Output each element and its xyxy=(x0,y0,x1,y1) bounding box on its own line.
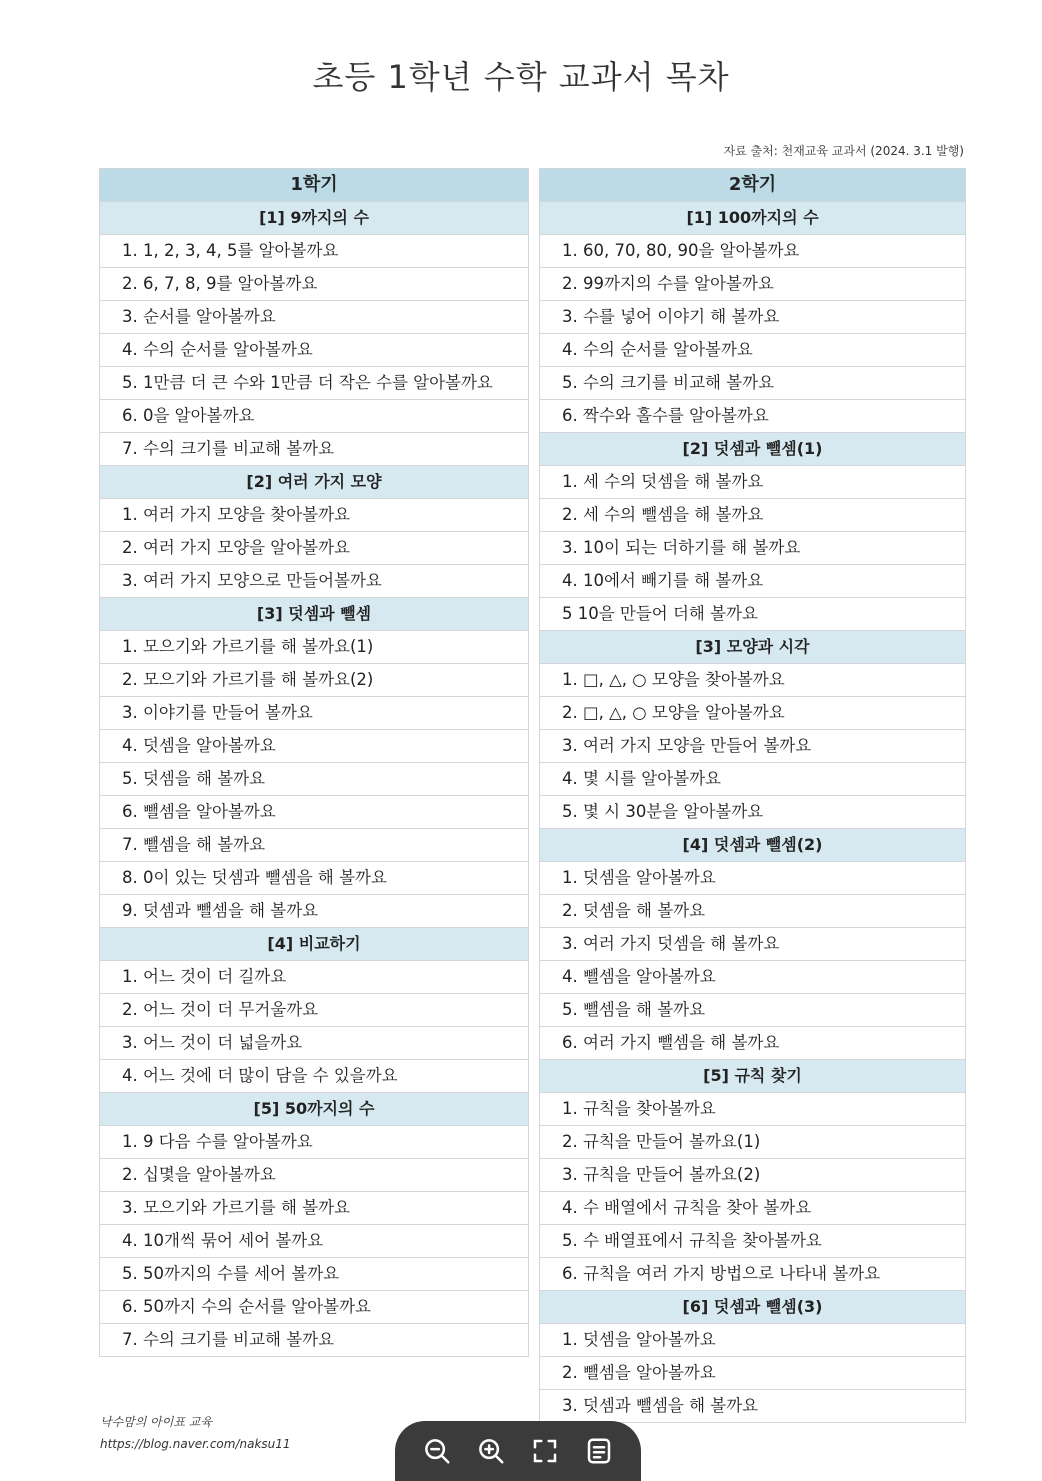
toc-row xyxy=(100,895,529,928)
toc-item: 6. 규칙을 여러 가지 방법으로 나타내 볼까요 xyxy=(540,1258,966,1291)
toc-row xyxy=(540,1390,966,1423)
toc-item: 1. 규칙을 찾아볼까요 xyxy=(540,1093,966,1126)
toc-row xyxy=(100,796,529,829)
toc-row xyxy=(540,763,966,796)
toc-item: 1. 여러 가지 모양을 찾아볼까요 xyxy=(100,499,529,532)
section-heading: [1] 100까지의 수 xyxy=(540,202,966,235)
toc-row xyxy=(540,1126,966,1159)
toc-item: 5. 50까지의 수를 세어 볼까요 xyxy=(100,1258,529,1291)
toc-item: 5. 수 배열표에서 규칙을 찾아볼까요 xyxy=(540,1225,966,1258)
toc-item: 3. 덧셈과 뺄셈을 해 볼까요 xyxy=(540,1390,966,1423)
toc-item: 2. 규칙을 만들어 볼까요(1) xyxy=(540,1126,966,1159)
toc-row xyxy=(540,1357,966,1390)
toc-item: 1. □, △, ○ 모양을 찾아볼까요 xyxy=(540,664,966,697)
toc-item: 2. 뺄셈을 알아볼까요 xyxy=(540,1357,966,1390)
toc-row xyxy=(540,400,966,433)
toc-row xyxy=(540,1159,966,1192)
toc-item: 1. 60, 70, 80, 90을 알아볼까요 xyxy=(540,235,966,268)
toc-item: 4. 수의 순서를 알아볼까요 xyxy=(100,334,529,367)
toc-row xyxy=(540,235,966,268)
toc-row xyxy=(100,532,529,565)
section-row xyxy=(100,202,529,235)
toc-row xyxy=(100,730,529,763)
toc-item: 1. 어느 것이 더 길까요 xyxy=(100,961,529,994)
section-row xyxy=(100,466,529,499)
semester-2-header: 2학기 xyxy=(540,169,966,202)
toc-row xyxy=(100,1060,529,1093)
section-row xyxy=(540,829,966,862)
toc-item: 4. 뺄셈을 알아볼까요 xyxy=(540,961,966,994)
toc-item: 4. 10에서 빼기를 해 볼까요 xyxy=(540,565,966,598)
page-title: 초등 1학년 수학 교과서 목차 xyxy=(312,58,730,96)
toc-row xyxy=(540,994,966,1027)
toc-row xyxy=(540,730,966,763)
toc-row xyxy=(540,664,966,697)
section-heading: [4] 비교하기 xyxy=(100,928,529,961)
toc-row xyxy=(100,1027,529,1060)
toc-item: 3. 모으기와 가르기를 해 볼까요 xyxy=(100,1192,529,1225)
toc-item: 6. 짝수와 홀수를 알아볼까요 xyxy=(540,400,966,433)
toc-row xyxy=(540,565,966,598)
toc-item: 3. 이야기를 만들어 볼까요 xyxy=(100,697,529,730)
toc-row xyxy=(100,334,529,367)
toc-item: 3. 수를 넣어 이야기 해 볼까요 xyxy=(540,301,966,334)
toc-row xyxy=(540,334,966,367)
toc-row xyxy=(100,367,529,400)
toc-row xyxy=(540,796,966,829)
toc-item: 1. 9 다음 수를 알아볼까요 xyxy=(100,1126,529,1159)
toc-item: 9. 덧셈과 뺄셈을 해 볼까요 xyxy=(100,895,529,928)
toc-row xyxy=(540,928,966,961)
section-heading: [2] 덧셈과 뺄셈(1) xyxy=(540,433,966,466)
toc-item: 1. 1, 2, 3, 4, 5를 알아볼까요 xyxy=(100,235,529,268)
toc-row xyxy=(540,499,966,532)
toc-item: 3. 10이 되는 더하기를 해 볼까요 xyxy=(540,532,966,565)
toc-item: 6. 50까지 수의 순서를 알아볼까요 xyxy=(100,1291,529,1324)
source-note: 자료 출처: 천재교육 교과서 (2024. 3.1 발행) xyxy=(723,144,964,158)
section-heading: [6] 덧셈과 뺄셈(3) xyxy=(540,1291,966,1324)
toc-item: 1. 세 수의 덧셈을 해 볼까요 xyxy=(540,466,966,499)
toc-row xyxy=(100,433,529,466)
toc-item: 1. 덧셈을 알아볼까요 xyxy=(540,1324,966,1357)
toc-row xyxy=(100,664,529,697)
toc-item: 7. 수의 크기를 비교해 볼까요 xyxy=(100,433,529,466)
section-row xyxy=(540,433,966,466)
toc-row xyxy=(100,235,529,268)
toc-item: 7. 뺄셈을 해 볼까요 xyxy=(100,829,529,862)
toc-item: 4. 수 배열에서 규칙을 찾아 볼까요 xyxy=(540,1192,966,1225)
toc-item: 1. 모으기와 가르기를 해 볼까요(1) xyxy=(100,631,529,664)
toc-row xyxy=(100,1159,529,1192)
toc-row xyxy=(100,1258,529,1291)
toc-row xyxy=(540,268,966,301)
toc-row xyxy=(540,1225,966,1258)
toc-row xyxy=(100,301,529,334)
toc-item: 6. 뺄셈을 알아볼까요 xyxy=(100,796,529,829)
section-row xyxy=(540,631,966,664)
toc-item: 3. 규칙을 만들어 볼까요(2) xyxy=(540,1159,966,1192)
toc-item: 4. 수의 순서를 알아볼까요 xyxy=(540,334,966,367)
section-heading: [4] 덧셈과 뺄셈(2) xyxy=(540,829,966,862)
toc-row xyxy=(100,1126,529,1159)
toc-item: 6. 0을 알아볼까요 xyxy=(100,400,529,433)
toc-item: 5 10을 만들어 더해 볼까요 xyxy=(540,598,966,631)
toc-item: 5. 1만큼 더 큰 수와 1만큼 더 작은 수를 알아볼까요 xyxy=(100,367,529,400)
section-row xyxy=(540,202,966,235)
toc-item: 4. 몇 시를 알아볼까요 xyxy=(540,763,966,796)
fullscreen-button[interactable] xyxy=(527,1433,563,1469)
section-row xyxy=(100,1093,529,1126)
zoom-out-icon xyxy=(422,1436,452,1466)
toc-item: 3. 여러 가지 모양을 만들어 볼까요 xyxy=(540,730,966,763)
toc-row xyxy=(540,466,966,499)
toc-item: 2. 6, 7, 8, 9를 알아볼까요 xyxy=(100,268,529,301)
toc-row xyxy=(100,1192,529,1225)
toc-item: 5. 뺄셈을 해 볼까요 xyxy=(540,994,966,1027)
semester-1-table xyxy=(99,168,529,1357)
section-row xyxy=(540,1291,966,1324)
notes-button[interactable] xyxy=(581,1433,617,1469)
toc-row xyxy=(540,1324,966,1357)
toc-item: 4. 어느 것에 더 많이 담을 수 있을까요 xyxy=(100,1060,529,1093)
toc-item: 3. 어느 것이 더 넓을까요 xyxy=(100,1027,529,1060)
section-heading: [1] 9까지의 수 xyxy=(100,202,529,235)
toc-row xyxy=(100,1324,529,1357)
toc-row xyxy=(100,763,529,796)
toc-row xyxy=(100,1291,529,1324)
toc-item: 2. 덧셈을 해 볼까요 xyxy=(540,895,966,928)
toc-row xyxy=(100,994,529,1027)
fullscreen-icon xyxy=(530,1436,560,1466)
toc-row xyxy=(100,400,529,433)
toc-row xyxy=(540,1192,966,1225)
section-heading: [3] 모양과 시각 xyxy=(540,631,966,664)
toc-item: 3. 순서를 알아볼까요 xyxy=(100,301,529,334)
footer-url[interactable]: https://blog.naver.com/naksu11 xyxy=(100,1437,291,1451)
section-heading: [5] 50까지의 수 xyxy=(100,1093,529,1126)
toc-item: 2. 99까지의 수를 알아볼까요 xyxy=(540,268,966,301)
toc-item: 2. 여러 가지 모양을 알아볼까요 xyxy=(100,532,529,565)
toc-row xyxy=(100,499,529,532)
section-row xyxy=(100,928,529,961)
toc-row xyxy=(540,532,966,565)
toc-row xyxy=(100,565,529,598)
notes-icon xyxy=(584,1436,614,1466)
toc-item: 2. □, △, ○ 모양을 알아볼까요 xyxy=(540,697,966,730)
toc-item: 4. 덧셈을 알아볼까요 xyxy=(100,730,529,763)
zoom-out-button[interactable] xyxy=(419,1433,455,1469)
section-heading: [5] 규칙 찾기 xyxy=(540,1060,966,1093)
toc-row xyxy=(100,961,529,994)
toc-row xyxy=(540,301,966,334)
toc-item: 5. 덧셈을 해 볼까요 xyxy=(100,763,529,796)
zoom-in-icon xyxy=(476,1436,506,1466)
toc-item: 2. 십몇을 알아볼까요 xyxy=(100,1159,529,1192)
toc-item: 2. 모으기와 가르기를 해 볼까요(2) xyxy=(100,664,529,697)
toc-row xyxy=(100,829,529,862)
toc-row xyxy=(540,697,966,730)
toc-item: 8. 0이 있는 덧셈과 뺄셈을 해 볼까요 xyxy=(100,862,529,895)
toc-row xyxy=(540,1093,966,1126)
zoom-in-button[interactable] xyxy=(473,1433,509,1469)
toc-row xyxy=(540,961,966,994)
toc-item: 2. 어느 것이 더 무거울까요 xyxy=(100,994,529,1027)
toc-row xyxy=(100,862,529,895)
toc-item: 4. 10개씩 묶어 세어 볼까요 xyxy=(100,1225,529,1258)
toc-row xyxy=(100,268,529,301)
toc-row xyxy=(540,367,966,400)
toc-item: 7. 수의 크기를 비교해 볼까요 xyxy=(100,1324,529,1357)
toc-row xyxy=(100,1225,529,1258)
toc-item: 1. 덧셈을 알아볼까요 xyxy=(540,862,966,895)
semester-2-table xyxy=(539,168,966,1423)
footer-author: 낙수맘의 아이표 교육 xyxy=(100,1415,212,1429)
section-heading: [2] 여러 가지 모양 xyxy=(100,466,529,499)
toc-row xyxy=(540,862,966,895)
toc-row xyxy=(540,1258,966,1291)
semester-1-header: 1학기 xyxy=(100,169,529,202)
section-heading: [3] 덧셈과 뺄셈 xyxy=(100,598,529,631)
toc-item: 3. 여러 가지 덧셈을 해 볼까요 xyxy=(540,928,966,961)
section-row xyxy=(540,1060,966,1093)
toc-row xyxy=(540,895,966,928)
toc-row xyxy=(100,631,529,664)
toc-item: 6. 여러 가지 뺄셈을 해 볼까요 xyxy=(540,1027,966,1060)
toc-row xyxy=(540,598,966,631)
toc-item: 3. 여러 가지 모양으로 만들어볼까요 xyxy=(100,565,529,598)
toc-item: 5. 수의 크기를 비교해 볼까요 xyxy=(540,367,966,400)
toc-row xyxy=(100,697,529,730)
toc-item: 2. 세 수의 뺄셈을 해 볼까요 xyxy=(540,499,966,532)
toc-item: 5. 몇 시 30분을 알아볼까요 xyxy=(540,796,966,829)
toc-row xyxy=(540,1027,966,1060)
viewer-toolbar xyxy=(395,1421,641,1481)
section-row xyxy=(100,598,529,631)
